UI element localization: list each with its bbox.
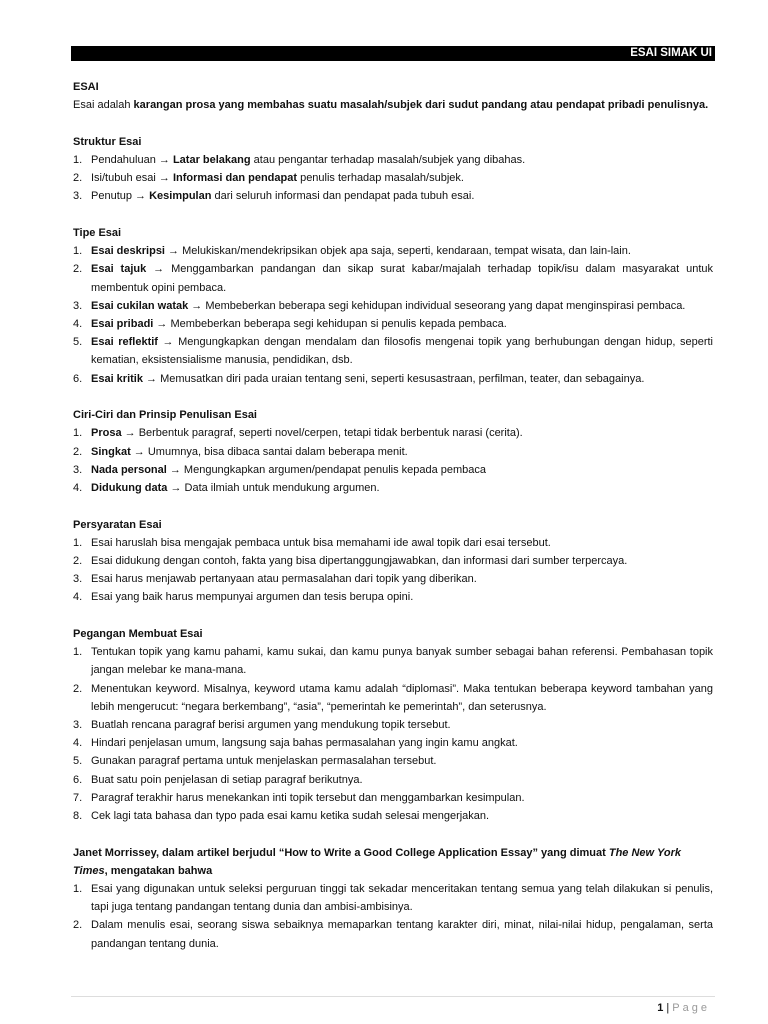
text: atau pengantar terhadap masalah/subjek yang dibahas. — [250, 154, 526, 166]
list-item — [73, 734, 713, 752]
list-number: 3. — [73, 719, 83, 732]
text: Buat satu poin penjelasan di setiap paragraf berikutnya. — [91, 773, 363, 786]
list-number: 5. — [73, 336, 83, 349]
text: Gunakan paragraf pertama untuk menjelaskan permasalahan tersebut. — [91, 755, 437, 768]
list-number: 4. — [73, 318, 83, 331]
bold-text: Esai cukilan watak — [91, 299, 189, 312]
list-number: 1. — [73, 536, 83, 549]
section — [73, 224, 713, 388]
bold-text: Informasi dan pendapat — [172, 172, 298, 185]
bold-text: Didukung data — [91, 482, 168, 495]
text: → Berbentuk paragraf, seperti novel/cerpen, tetapi tidak berbentuk narasi (cerita). — [121, 427, 523, 440]
list-number: 3. — [73, 573, 83, 586]
text: Tentukan topik yang kamu pahami, kamu sukai, dan kamu punya banyak sumber sebagai bahan referensi. Pembahasan topik jangan melebar ke mana-mana. — [91, 646, 713, 677]
intro-paragraph — [73, 96, 713, 114]
text: → Melukiskan/mendekripsikan objek apa saja, seperti, kendaraan, tempat wisata, dan lain-lain. — [165, 245, 631, 258]
list-number: 1. — [73, 883, 83, 896]
list-number: 2. — [73, 682, 83, 695]
document-body — [73, 78, 713, 971]
section-title: Struktur Esai — [73, 135, 142, 148]
list-number: 4. — [73, 737, 83, 750]
list-number: 2. — [73, 555, 83, 568]
section-title: Pegangan Membuat Esai — [73, 628, 203, 641]
bold-text: Janet Morrissey, dalam artikel berjudul “How to Write a Good College Application Essay” yang dimuat — [73, 846, 609, 859]
text: → Membeberkan beberapa segi kehidupan si penulis kepada pembaca. — [153, 318, 507, 331]
text: dari seluruh informasi dan pendapat pada tubuh esai. — [211, 190, 475, 203]
bold-text: Singkat — [91, 445, 131, 458]
text: Paragraf terakhir harus menekankan inti topik tersebut dan menggambarkan kesimpulan. — [91, 791, 525, 804]
section — [73, 844, 713, 953]
page-footer — [657, 1002, 710, 1014]
text: Menentukan keyword. Misalnya, keyword utama kamu adalah “diplomasi”. Maka tentukan beberapa keyword tambahan yang lebih mengerucut: “negara berkembang”, “asia”, “pemerintah ke pemerintah”, dan seterusnya. — [91, 682, 713, 713]
list-item — [73, 333, 713, 369]
list-item — [73, 752, 713, 770]
list-item — [73, 169, 713, 187]
bold-text: , mengatakan bahwa — [104, 864, 213, 877]
page-separator: | — [666, 1002, 670, 1014]
list-item — [73, 552, 713, 570]
text: Isi/tubuh esai → — [91, 172, 173, 185]
section-intro — [73, 78, 713, 114]
list-item — [73, 789, 713, 807]
section-title: Tipe Esai — [73, 227, 122, 239]
list-item — [73, 588, 713, 606]
text: → Umumnya, bisa dibaca santai dalam beberapa menit. — [130, 445, 408, 458]
text: Esai haruslah bisa mengajak pembaca untuk bisa memahami ide awal topik dari esai tersebut. — [91, 536, 551, 549]
section — [73, 516, 713, 607]
list-item — [73, 461, 713, 479]
italic-title: The New York Times — [73, 846, 681, 877]
list-number: 2. — [73, 263, 83, 276]
list-number: 4. — [73, 482, 83, 495]
bold-text: Esai tajuk — [91, 263, 147, 276]
bold-text: Esai pribadi — [91, 318, 154, 331]
page-number: 1 — [657, 1002, 664, 1014]
section — [73, 406, 713, 497]
list-number: 4. — [73, 591, 83, 604]
list-item — [73, 242, 713, 260]
text: Cek lagi tata bahasa dan typo pada esai kamu ketika sudah selesai mengerjakan. — [91, 810, 490, 823]
list-item — [73, 680, 713, 716]
bold-text: Esai reflektif — [91, 336, 158, 349]
list-number: 1. — [73, 245, 83, 258]
text: → Mengungkapkan argumen/pendapat penulis kepada pembaca — [166, 463, 487, 476]
bold-text: Esai kritik — [91, 372, 143, 385]
list-number: 8. — [73, 810, 83, 823]
section-title: Persyaratan Esai — [73, 518, 162, 531]
list-number: 1. — [73, 427, 83, 440]
list-item — [73, 443, 713, 461]
text: → Menggambarkan pandangan dan sikap surat kabar/majalah terhadap topik/isu dalam masyarakat untuk membentuk opini pembaca. — [91, 263, 713, 294]
bold-text: karangan prosa yang membahas suatu masalah/subjek dari sudut pandang atau pendapat pribadi penulisnya. — [133, 99, 709, 112]
text: penulis terhadap masalah/subjek. — [297, 172, 464, 185]
list-item — [73, 151, 713, 169]
list-number: 2. — [73, 919, 83, 932]
text: Esai yang baik harus mempunyai argumen dan tesis berupa opini. — [91, 591, 414, 604]
text: Esai adalah — [73, 99, 134, 112]
list-item — [73, 570, 713, 588]
header-bar — [71, 46, 715, 61]
text: → Membeberkan beberapa segi kehidupan individual seseorang yang dapat menginspirasi pembaca. — [188, 299, 686, 312]
text: → Data ilmiah untuk mendukung argumen. — [167, 482, 380, 495]
list-number: 7. — [73, 791, 83, 804]
list-item — [73, 424, 713, 442]
text: Dalam menulis esai, seorang siswa sebaiknya memaparkan tentang karakter diri, minat, nilai-nilai hidup, pengalaman, serta pandangan tentang dunia. — [91, 919, 713, 950]
list-number: 1. — [73, 154, 83, 166]
list-item — [73, 479, 713, 497]
text: Esai yang digunakan untuk seleksi perguruan tinggi tak sekadar menceritakan tentang semua yang telah dilakukan si penulis, tapi juga tentang pandangan tentang dunia dan ambisi-ambisinya. — [91, 883, 713, 914]
section-title: ESAI — [73, 81, 99, 93]
list-number: 3. — [73, 299, 83, 312]
text: Esai harus menjawab pertanyaan atau permasalahan dari topik yang diberikan. — [91, 573, 477, 586]
list-number: 6. — [73, 372, 83, 385]
footer-divider — [71, 996, 715, 997]
list-number: 2. — [73, 172, 83, 185]
bold-text: Latar belakang — [172, 154, 251, 166]
list-item — [73, 880, 713, 916]
section-title: Ciri-Ciri dan Prinsip Penulisan Esai — [73, 409, 257, 422]
bold-text: Prosa — [91, 427, 122, 440]
list-number: 3. — [73, 463, 83, 476]
section — [73, 625, 713, 825]
list-item — [73, 260, 713, 296]
bold-text: Esai deskripsi — [91, 245, 165, 258]
list-item — [73, 807, 713, 825]
section-title — [73, 844, 713, 880]
page-word: Page — [672, 1002, 710, 1014]
text: Hindari penjelasan umum, langsung saja bahas permasalahan yang ingin kamu angkat. — [91, 737, 518, 750]
list-number: 2. — [73, 445, 83, 458]
text: → Mengungkapkan dengan mendalam dan filosofis mengenai topik yang berhubungan dengan hidup, seperti kematian, eksistensialisme manusia, pendidikan, dsb. — [91, 336, 714, 367]
list-item — [73, 916, 713, 952]
list-item — [73, 716, 713, 734]
list-item — [73, 370, 713, 388]
text: → Memusatkan diri pada uraian tentang seni, seperti kesusastraan, perfilman, teater, dan sebagainya. — [142, 372, 645, 385]
bold-text: Nada personal — [91, 463, 167, 476]
text: Pendahuluan → — [91, 154, 173, 166]
list-number: 1. — [73, 646, 83, 659]
bold-text: Kesimpulan — [149, 190, 212, 203]
text: Buatlah rencana paragraf berisi argumen yang mendukung topik tersebut. — [91, 719, 451, 732]
list-number: 5. — [73, 755, 83, 768]
header-title: ESAI SIMAK UI — [630, 47, 712, 59]
list-number: 3. — [73, 190, 83, 203]
list-item — [73, 771, 713, 789]
text: Esai didukung dengan contoh, fakta yang bisa dipertanggungjawabkan, dan informasi dari sumber terpercaya. — [91, 555, 628, 568]
text: Penutup → — [91, 190, 150, 203]
list-number: 6. — [73, 773, 83, 786]
section — [73, 133, 713, 206]
list-item — [73, 643, 713, 679]
list-item — [73, 534, 713, 552]
list-item — [73, 297, 713, 315]
list-item — [73, 315, 713, 333]
list-item — [73, 187, 713, 205]
